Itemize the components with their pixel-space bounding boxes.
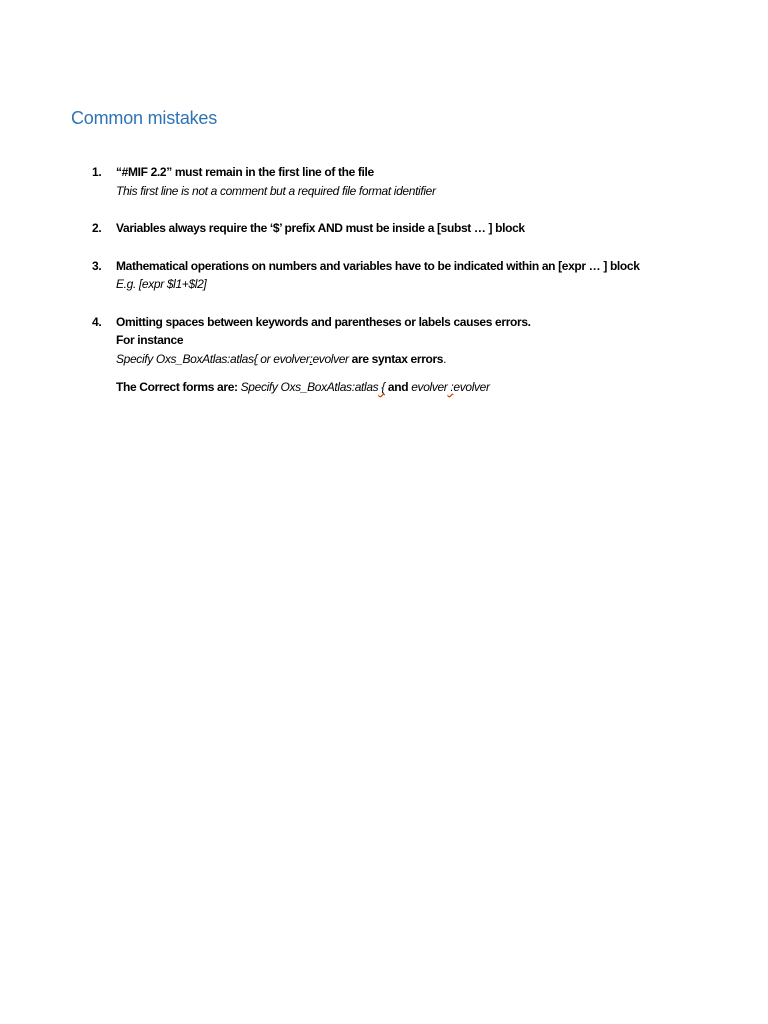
- list-number: 3.: [92, 258, 102, 273]
- list-item: [92, 163, 732, 200]
- list-item: [92, 257, 732, 294]
- example-part: evolver: [312, 351, 349, 366]
- item-note: E.g. [expr $l1+$l2]: [116, 277, 207, 291]
- item-title: “#MIF 2.2” must remain in the first line of the file: [116, 165, 374, 179]
- mistakes-list: [92, 163, 732, 397]
- example-colon: :: [309, 351, 313, 366]
- item-title: Variables always require the ‘$’ prefix AND must be inside a [subst … ] block: [116, 221, 525, 235]
- correct-part: Specify Oxs_BoxAtlas:atlas: [240, 380, 379, 394]
- list-item: [92, 313, 732, 397]
- item-title: Mathematical operations on numbers and variables have to be indicated within an [expr … ] block: [116, 258, 640, 273]
- correct-brace: {: [378, 380, 385, 394]
- list-number: 4.: [92, 314, 102, 329]
- example-part: or evolver: [257, 351, 310, 366]
- list-number: 1.: [92, 165, 102, 179]
- list-item: [92, 219, 732, 238]
- item-note: This first line is not a comment but a required file format identifier: [116, 183, 436, 198]
- example-brace: {: [253, 351, 258, 366]
- example-period: .: [443, 351, 447, 366]
- item-subtitle: For instance: [116, 333, 184, 347]
- example-part: Specify Oxs_BoxAtlas:atlas: [116, 351, 254, 366]
- item-title: Omitting spaces between keywords and parentheses or labels causes errors.: [116, 314, 531, 329]
- correct-label: The Correct forms are:: [116, 380, 241, 394]
- correct-part: evolver: [411, 380, 448, 394]
- correct-part: and: [384, 380, 412, 394]
- correct-part: evolver: [453, 380, 490, 394]
- example-part: are syntax errors: [348, 351, 444, 366]
- section-heading: Common mistakes: [71, 108, 218, 128]
- list-number: 2.: [92, 221, 102, 235]
- correct-forms: [116, 378, 732, 397]
- syntax-error-example: [116, 350, 732, 369]
- correct-colon: :: [447, 380, 454, 394]
